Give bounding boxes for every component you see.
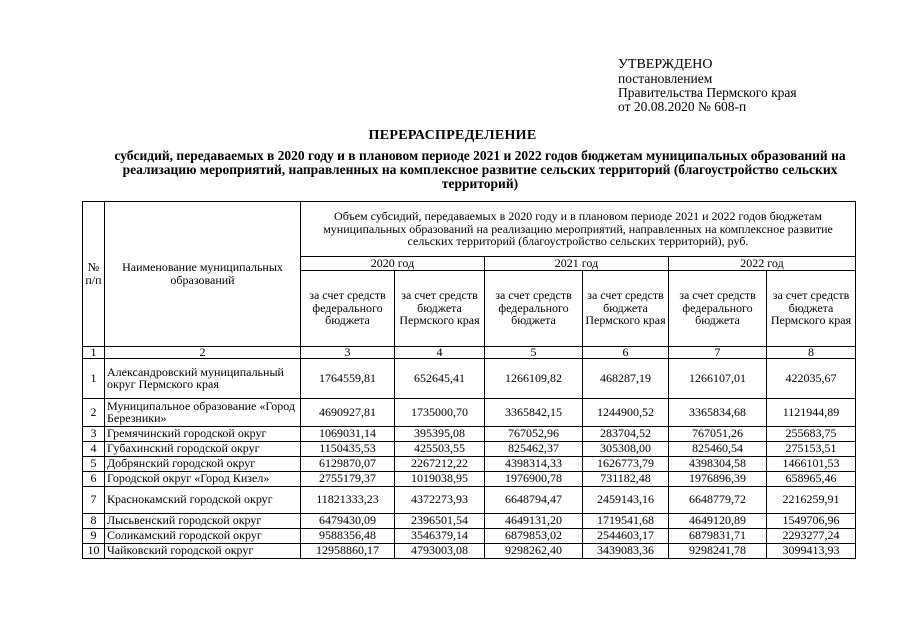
municipality-name-cell: Муниципальное образование «Город Березники»: [105, 398, 301, 426]
amount-cell: 3546379,14: [395, 528, 485, 543]
approval-heading: УТВЕРЖДЕНО: [618, 57, 713, 72]
column-index-cell: 5: [485, 346, 583, 358]
amount-cell: 11821333,23: [301, 486, 395, 513]
municipality-name-cell: Краснокамский городской округ: [105, 486, 301, 513]
year-header: 2021 год: [485, 257, 669, 271]
amount-cell: 305308,00: [583, 441, 669, 456]
row-number-cell: 8: [83, 513, 105, 528]
amount-cell: 825462,37: [485, 441, 583, 456]
amount-cell: 1150435,53: [301, 441, 395, 456]
amount-cell: 1266107,01: [669, 358, 767, 398]
amount-cell: 1266109,82: [485, 358, 583, 398]
amount-cell: 652645,41: [395, 358, 485, 398]
header-municipality-name: Наименование муниципальных образований: [105, 202, 301, 347]
document-title: ПЕРЕРАСПРЕДЕЛЕНИЕ: [368, 128, 537, 143]
amount-cell: 4398304,58: [669, 456, 767, 471]
table-row: [83, 456, 856, 471]
document-subtitle: субсидий, передаваемых в 2020 году и в плановом периоде 2021 и 2022 годов бюджетам муниципальных образований на реализацию мероприятий, направленных на комплексное развитие сельских территорий (благоустройство сельских территорий): [114, 148, 846, 191]
funding-source-header: за счет средств федерального бюджета: [301, 270, 395, 346]
amount-cell: 1626773,79: [583, 456, 669, 471]
amount-cell: 731182,48: [583, 471, 669, 486]
municipality-name-cell: Лысьвенский городской округ: [105, 513, 301, 528]
year-header: 2022 год: [669, 257, 856, 271]
amount-cell: 3365842,15: [485, 398, 583, 426]
amount-cell: 6648779,72: [669, 486, 767, 513]
amount-cell: 2544603,17: [583, 528, 669, 543]
table-row: [83, 358, 856, 398]
funding-source-header: за счет средств бюджета Пермского края: [395, 270, 485, 346]
funding-source-header: за счет средств бюджета Пермского края: [767, 270, 856, 346]
year-header: 2020 год: [301, 257, 485, 271]
amount-cell: 283704,52: [583, 426, 669, 441]
amount-cell: 1244900,52: [583, 398, 669, 426]
amount-cell: 9588356,48: [301, 528, 395, 543]
table-row: [83, 426, 856, 441]
approval-line-1: постановлением: [618, 71, 713, 86]
funding-source-header: за счет средств федерального бюджета: [485, 270, 583, 346]
amount-cell: 4793003,08: [395, 543, 485, 558]
header-subsidy-volume: Объем субсидий, передаваемых в 2020 году и в плановом периоде 2021 и 2022 годов бюджетам муниципальных образований на реализацию мероприятий, направленных на комплексное развитие сельских территорий (благоустройство сельских территорий), руб.: [301, 202, 856, 257]
row-number-cell: 5: [83, 456, 105, 471]
approval-line-2: Правительства Пермского края: [618, 85, 797, 100]
municipality-name-cell: Гремячинский городской округ: [105, 426, 301, 441]
amount-cell: 3439083,36: [583, 543, 669, 558]
amount-cell: 425503,55: [395, 441, 485, 456]
amount-cell: 6648794,47: [485, 486, 583, 513]
amount-cell: 468287,19: [583, 358, 669, 398]
amount-cell: 255683,75: [767, 426, 856, 441]
table-row: [83, 543, 856, 558]
amount-cell: 1549706,96: [767, 513, 856, 528]
amount-cell: 825460,54: [669, 441, 767, 456]
table-row: [83, 398, 856, 426]
amount-cell: 4372273,93: [395, 486, 485, 513]
column-index-cell: 4: [395, 346, 485, 358]
amount-cell: 658965,46: [767, 471, 856, 486]
amount-cell: 1764559,81: [301, 358, 395, 398]
amount-cell: 2459143,16: [583, 486, 669, 513]
municipality-name-cell: Чайковский городской округ: [105, 543, 301, 558]
row-number-cell: 1: [83, 358, 105, 398]
amount-cell: 1976896,39: [669, 471, 767, 486]
column-index-cell: 6: [583, 346, 669, 358]
amount-cell: 6129870,07: [301, 456, 395, 471]
amount-cell: 6879853,02: [485, 528, 583, 543]
amount-cell: 1719541,68: [583, 513, 669, 528]
amount-cell: 395395,08: [395, 426, 485, 441]
amount-cell: 6479430,09: [301, 513, 395, 528]
amount-cell: 4398314,33: [485, 456, 583, 471]
column-index-cell: 3: [301, 346, 395, 358]
table-row: [83, 528, 856, 543]
municipality-name-cell: Городской округ «Город Кизел»: [105, 471, 301, 486]
table-row: [83, 486, 856, 513]
amount-cell: 2293277,24: [767, 528, 856, 543]
amount-cell: 4649120,89: [669, 513, 767, 528]
municipality-name-cell: Добрянский городской округ: [105, 456, 301, 471]
amount-cell: 1976900,78: [485, 471, 583, 486]
row-number-cell: 4: [83, 441, 105, 456]
row-number-cell: 6: [83, 471, 105, 486]
amount-cell: 767052,96: [485, 426, 583, 441]
header-number: № п/п: [83, 202, 105, 347]
amount-cell: 1735000,70: [395, 398, 485, 426]
amount-cell: 767051,26: [669, 426, 767, 441]
amount-cell: 3365834,68: [669, 398, 767, 426]
amount-cell: 1466101,53: [767, 456, 856, 471]
row-number-cell: 9: [83, 528, 105, 543]
column-index-cell: 8: [767, 346, 856, 358]
column-index-cell: 1: [83, 346, 105, 358]
amount-cell: 1019038,95: [395, 471, 485, 486]
approval-block: [618, 58, 797, 114]
table-row: [83, 513, 856, 528]
amount-cell: 3099413,93: [767, 543, 856, 558]
municipality-name-cell: Губахинский городской округ: [105, 441, 301, 456]
funding-source-header: за счет средств федерального бюджета: [669, 270, 767, 346]
amount-cell: 9298241,78: [669, 543, 767, 558]
subsidy-table: [82, 201, 856, 559]
approval-line-3: от 20.08.2020 № 608-п: [618, 99, 747, 114]
amount-cell: 422035,67: [767, 358, 856, 398]
amount-cell: 4649131,20: [485, 513, 583, 528]
amount-cell: 12958860,17: [301, 543, 395, 558]
table-row: [83, 441, 856, 456]
amount-cell: 275153,51: [767, 441, 856, 456]
amount-cell: 1121944,89: [767, 398, 856, 426]
amount-cell: 2755179,37: [301, 471, 395, 486]
amount-cell: 2216259,91: [767, 486, 856, 513]
table-row: [83, 471, 856, 486]
row-number-cell: 3: [83, 426, 105, 441]
amount-cell: 6879831,71: [669, 528, 767, 543]
row-number-cell: 2: [83, 398, 105, 426]
column-index-cell: 2: [105, 346, 301, 358]
amount-cell: 1069031,14: [301, 426, 395, 441]
municipality-name-cell: Александровский муниципальный округ Пермского края: [105, 358, 301, 398]
amount-cell: 4690927,81: [301, 398, 395, 426]
amount-cell: 2396501,54: [395, 513, 485, 528]
amount-cell: 2267212,22: [395, 456, 485, 471]
row-number-cell: 7: [83, 486, 105, 513]
funding-source-header: за счет средств бюджета Пермского края: [583, 270, 669, 346]
column-index-cell: 7: [669, 346, 767, 358]
amount-cell: 9298262,40: [485, 543, 583, 558]
row-number-cell: 10: [83, 543, 105, 558]
municipality-name-cell: Соликамский городской округ: [105, 528, 301, 543]
